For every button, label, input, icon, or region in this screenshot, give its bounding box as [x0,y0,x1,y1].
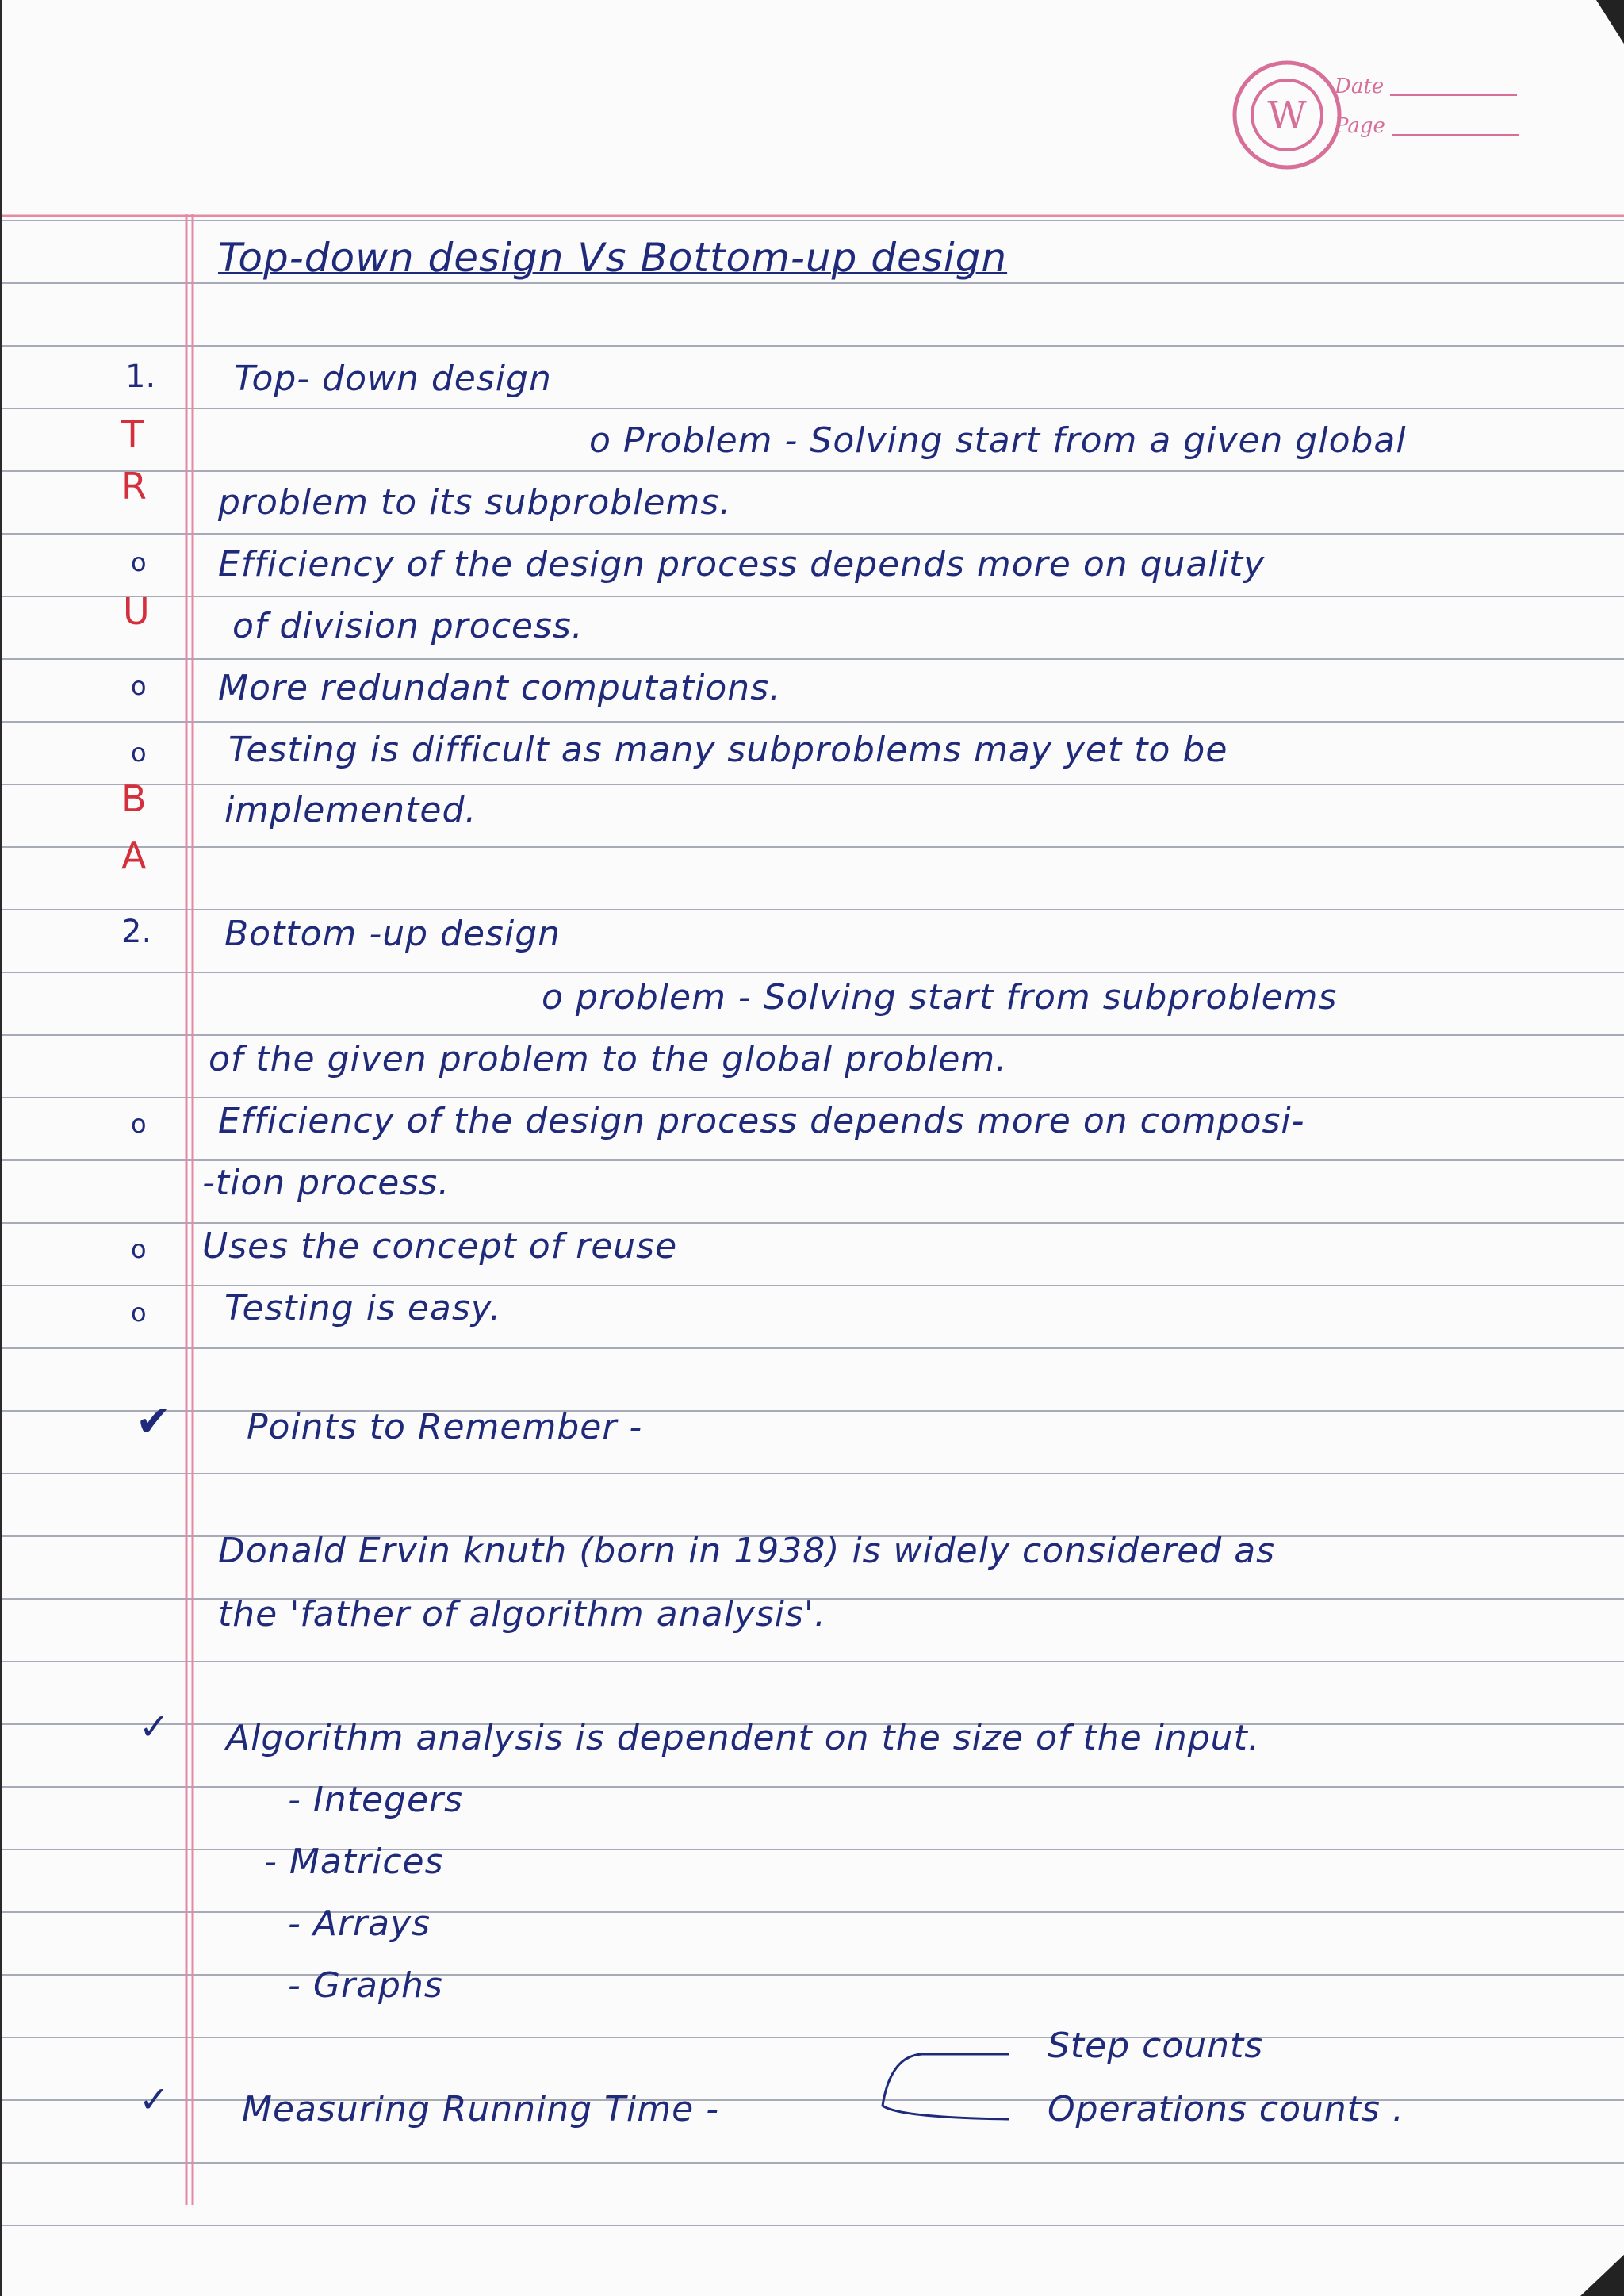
input-item: - Arrays [288,1903,431,1944]
checkmark-icon: ✔ [136,1396,172,1446]
section2-point: of the given problem to the global problem. [209,1039,1008,1079]
section2-point: o problem - Solving start from subproblems [542,977,1338,1018]
section1-heading: Top- down design [234,358,552,399]
brace-icon [875,2046,1017,2133]
knuth-line-2: the 'father of algorithm analysis'. [218,1594,826,1635]
brand-logo [1228,56,1346,174]
page-field [1335,106,1519,146]
section1-point: Efficiency of the design process depends more on quality [218,544,1266,585]
section2-point: -tion process. [202,1163,450,1203]
margin-marker: 1. [125,358,156,395]
date-field [1335,67,1519,106]
operations-counts: Operations counts . [1048,2089,1404,2129]
section1-point: o Problem - Solving start from a given global [589,420,1407,461]
measuring-running-time: Measuring Running Time - [242,2089,720,2129]
margin-marker: 2. [121,914,152,950]
date-page-fields [1335,67,1519,146]
checkmark-icon: ✓ [139,1705,170,1748]
ruled-lines [2,0,1624,2296]
knuth-line-1: Donald Ervin knuth (born in 1938) is widely considered as [218,1531,1276,1571]
checkmark-icon: ✓ [139,2078,170,2121]
section1-point: More redundant computations. [218,668,782,708]
margin-marker: o [131,738,147,768]
margin-marker: o [131,671,147,701]
section1-point: Testing is difficult as many subproblems may yet to be [228,730,1228,770]
margin-marker: R [121,465,147,508]
input-item: - Graphs [288,1965,443,2006]
step-counts: Step counts [1048,2026,1264,2066]
section2-point: Efficiency of the design process depends more on composi- [218,1101,1305,1141]
section1-point: problem to its subproblems. [218,482,732,523]
margin-marker: o [131,1234,147,1264]
margin-marker: B [121,777,147,820]
page-label: Page [1335,114,1385,138]
analysis-line: Algorithm analysis is dependent on the size of the input. [226,1718,1260,1758]
margin-marker: o [131,1109,147,1139]
input-item: - Integers [288,1780,464,1820]
margin-marker: U [123,590,150,633]
logo-text: W [1267,94,1307,138]
date-label: Date [1335,75,1385,98]
section2-point: Uses the concept of reuse [202,1226,678,1267]
section2-point: Testing is easy. [224,1288,502,1328]
input-item: - Matrices [264,1842,444,1882]
page-title: Top-down design Vs Bottom-up design [218,235,1008,281]
section1-point: of division process. [232,606,584,646]
margin-marker: o [131,1297,147,1328]
section1-point: implemented. [224,790,477,830]
margin-marker: o [131,547,147,577]
remember-heading: Points to Remember - [247,1407,643,1447]
section2-heading: Bottom -up design [224,914,561,954]
margin-marker: A [121,834,147,877]
margin-marker: T [121,412,144,455]
